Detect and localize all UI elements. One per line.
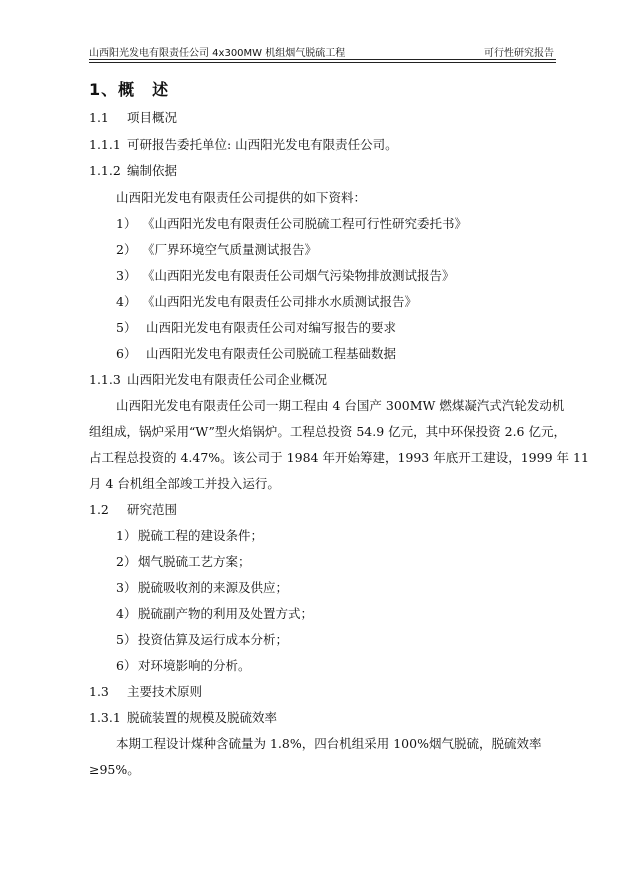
item-text: 山西阳光发电有限责任公司脱硫工程基础数据	[146, 346, 397, 361]
material-item	[116, 216, 467, 232]
heading-1-1-3	[89, 372, 327, 388]
heading-1-1-2	[89, 163, 177, 179]
material-item	[116, 320, 396, 336]
item-number: 4）	[116, 606, 137, 621]
item-number: 3）	[116, 268, 137, 283]
heading-1-3-1	[89, 710, 277, 726]
overview-line: 占工程总投资的 4.47%。该公司于 1984 年开始筹建，1993 年底开工建设，1999 年 11	[89, 450, 589, 465]
item-text: 《山西阳光发电有限责任公司脱硫工程可行性研究委托书》	[142, 216, 468, 231]
item-number: 3）	[116, 580, 137, 595]
section-number: 1、	[89, 80, 119, 99]
item-text: 《山西阳光发电有限责任公司烟气污染物排放测试报告》	[142, 268, 455, 283]
scope-item	[116, 528, 263, 544]
heading-title: 山西阳光发电有限责任公司企业概况	[127, 372, 328, 387]
item-text: 脱硫吸收剂的来源及供应；	[138, 580, 289, 595]
heading-number: 1.3.1	[89, 710, 121, 725]
heading-number: 1.1.1	[89, 137, 121, 152]
overview-line: 山西阳光发电有限责任公司一期工程由 4 台国产 300MW 燃煤凝汽式汽轮发动机	[116, 398, 565, 413]
item-text: 《山西阳光发电有限责任公司排水水质测试报告》	[142, 294, 418, 309]
material-item	[116, 346, 396, 362]
efficiency-line: ≥95%。	[89, 762, 140, 777]
item-text: 脱硫副产物的利用及处置方式；	[138, 606, 314, 621]
item-text: 山西阳光发电有限责任公司对编写报告的要求	[146, 320, 397, 335]
item-number: 6）	[116, 658, 137, 673]
heading-1-2	[89, 502, 177, 518]
heading-1-3	[89, 684, 202, 700]
heading-number: 1.1.3	[89, 372, 121, 387]
overview-line: 组组成，锅炉采用“W”型火焰锅炉。工程总投资 54.9 亿元，其中环保投资 2.6 亿元，	[89, 424, 566, 439]
heading-number: 1.2	[89, 502, 109, 517]
section-title: 概 述	[118, 80, 170, 99]
overview-line: 月 4 台机组全部竣工并投入运行。	[89, 476, 280, 491]
heading-1-1-1	[89, 137, 398, 153]
item-number: 4）	[116, 294, 137, 309]
item-text: 烟气脱硫工艺方案；	[138, 554, 251, 569]
item-number: 6）	[116, 346, 137, 361]
item-text: 对环境影响的分析。	[138, 658, 251, 673]
item-number: 1）	[116, 216, 137, 231]
heading-title: 脱硫装置的规模及脱硫效率	[127, 710, 278, 725]
item-text: 脱硫工程的建设条件；	[138, 528, 264, 543]
heading-title: 研究范围	[127, 502, 178, 517]
item-text: 《厂界环境空气质量测试报告》	[142, 242, 318, 257]
item-number: 2）	[116, 242, 137, 257]
item-number: 1）	[116, 528, 137, 543]
heading-1-1	[89, 110, 177, 126]
heading-title: 主要技术原则	[127, 684, 203, 699]
material-item	[116, 294, 417, 310]
heading-number: 1.1	[89, 110, 109, 125]
heading-title: 编制依据	[127, 163, 178, 178]
efficiency-line: 本期工程设计煤种含硫量为 1.8%，四台机组采用 100%烟气脱硫，脱硫效率	[116, 736, 542, 751]
scope-item	[116, 658, 251, 674]
header-rule-thin	[89, 62, 556, 63]
item-number: 5）	[116, 320, 137, 335]
heading-title: 项目概况	[127, 110, 178, 125]
heading-number: 1.3	[89, 684, 109, 699]
header-left-title: 山西阳光发电有限责任公司 4x300MW 机组烟气脱硫工程	[89, 48, 346, 59]
heading-text: 可研报告委托单位: 山西阳光发电有限责任公司。	[127, 137, 398, 152]
scope-item	[116, 632, 288, 648]
item-text: 投资估算及运行成本分析；	[138, 632, 289, 647]
header-rule	[89, 59, 556, 60]
scope-item	[116, 554, 251, 570]
materials-intro: 山西阳光发电有限责任公司提供的如下资料：	[116, 190, 367, 205]
scope-item	[116, 606, 313, 622]
heading-number: 1.1.2	[89, 163, 121, 178]
material-item	[116, 242, 317, 258]
scope-item	[116, 580, 288, 596]
item-number: 2）	[116, 554, 137, 569]
section-heading-1	[89, 82, 169, 98]
header-right-title: 可行性研究报告	[484, 48, 554, 59]
material-item	[116, 268, 455, 284]
page-header	[89, 42, 556, 60]
item-number: 5）	[116, 632, 137, 647]
